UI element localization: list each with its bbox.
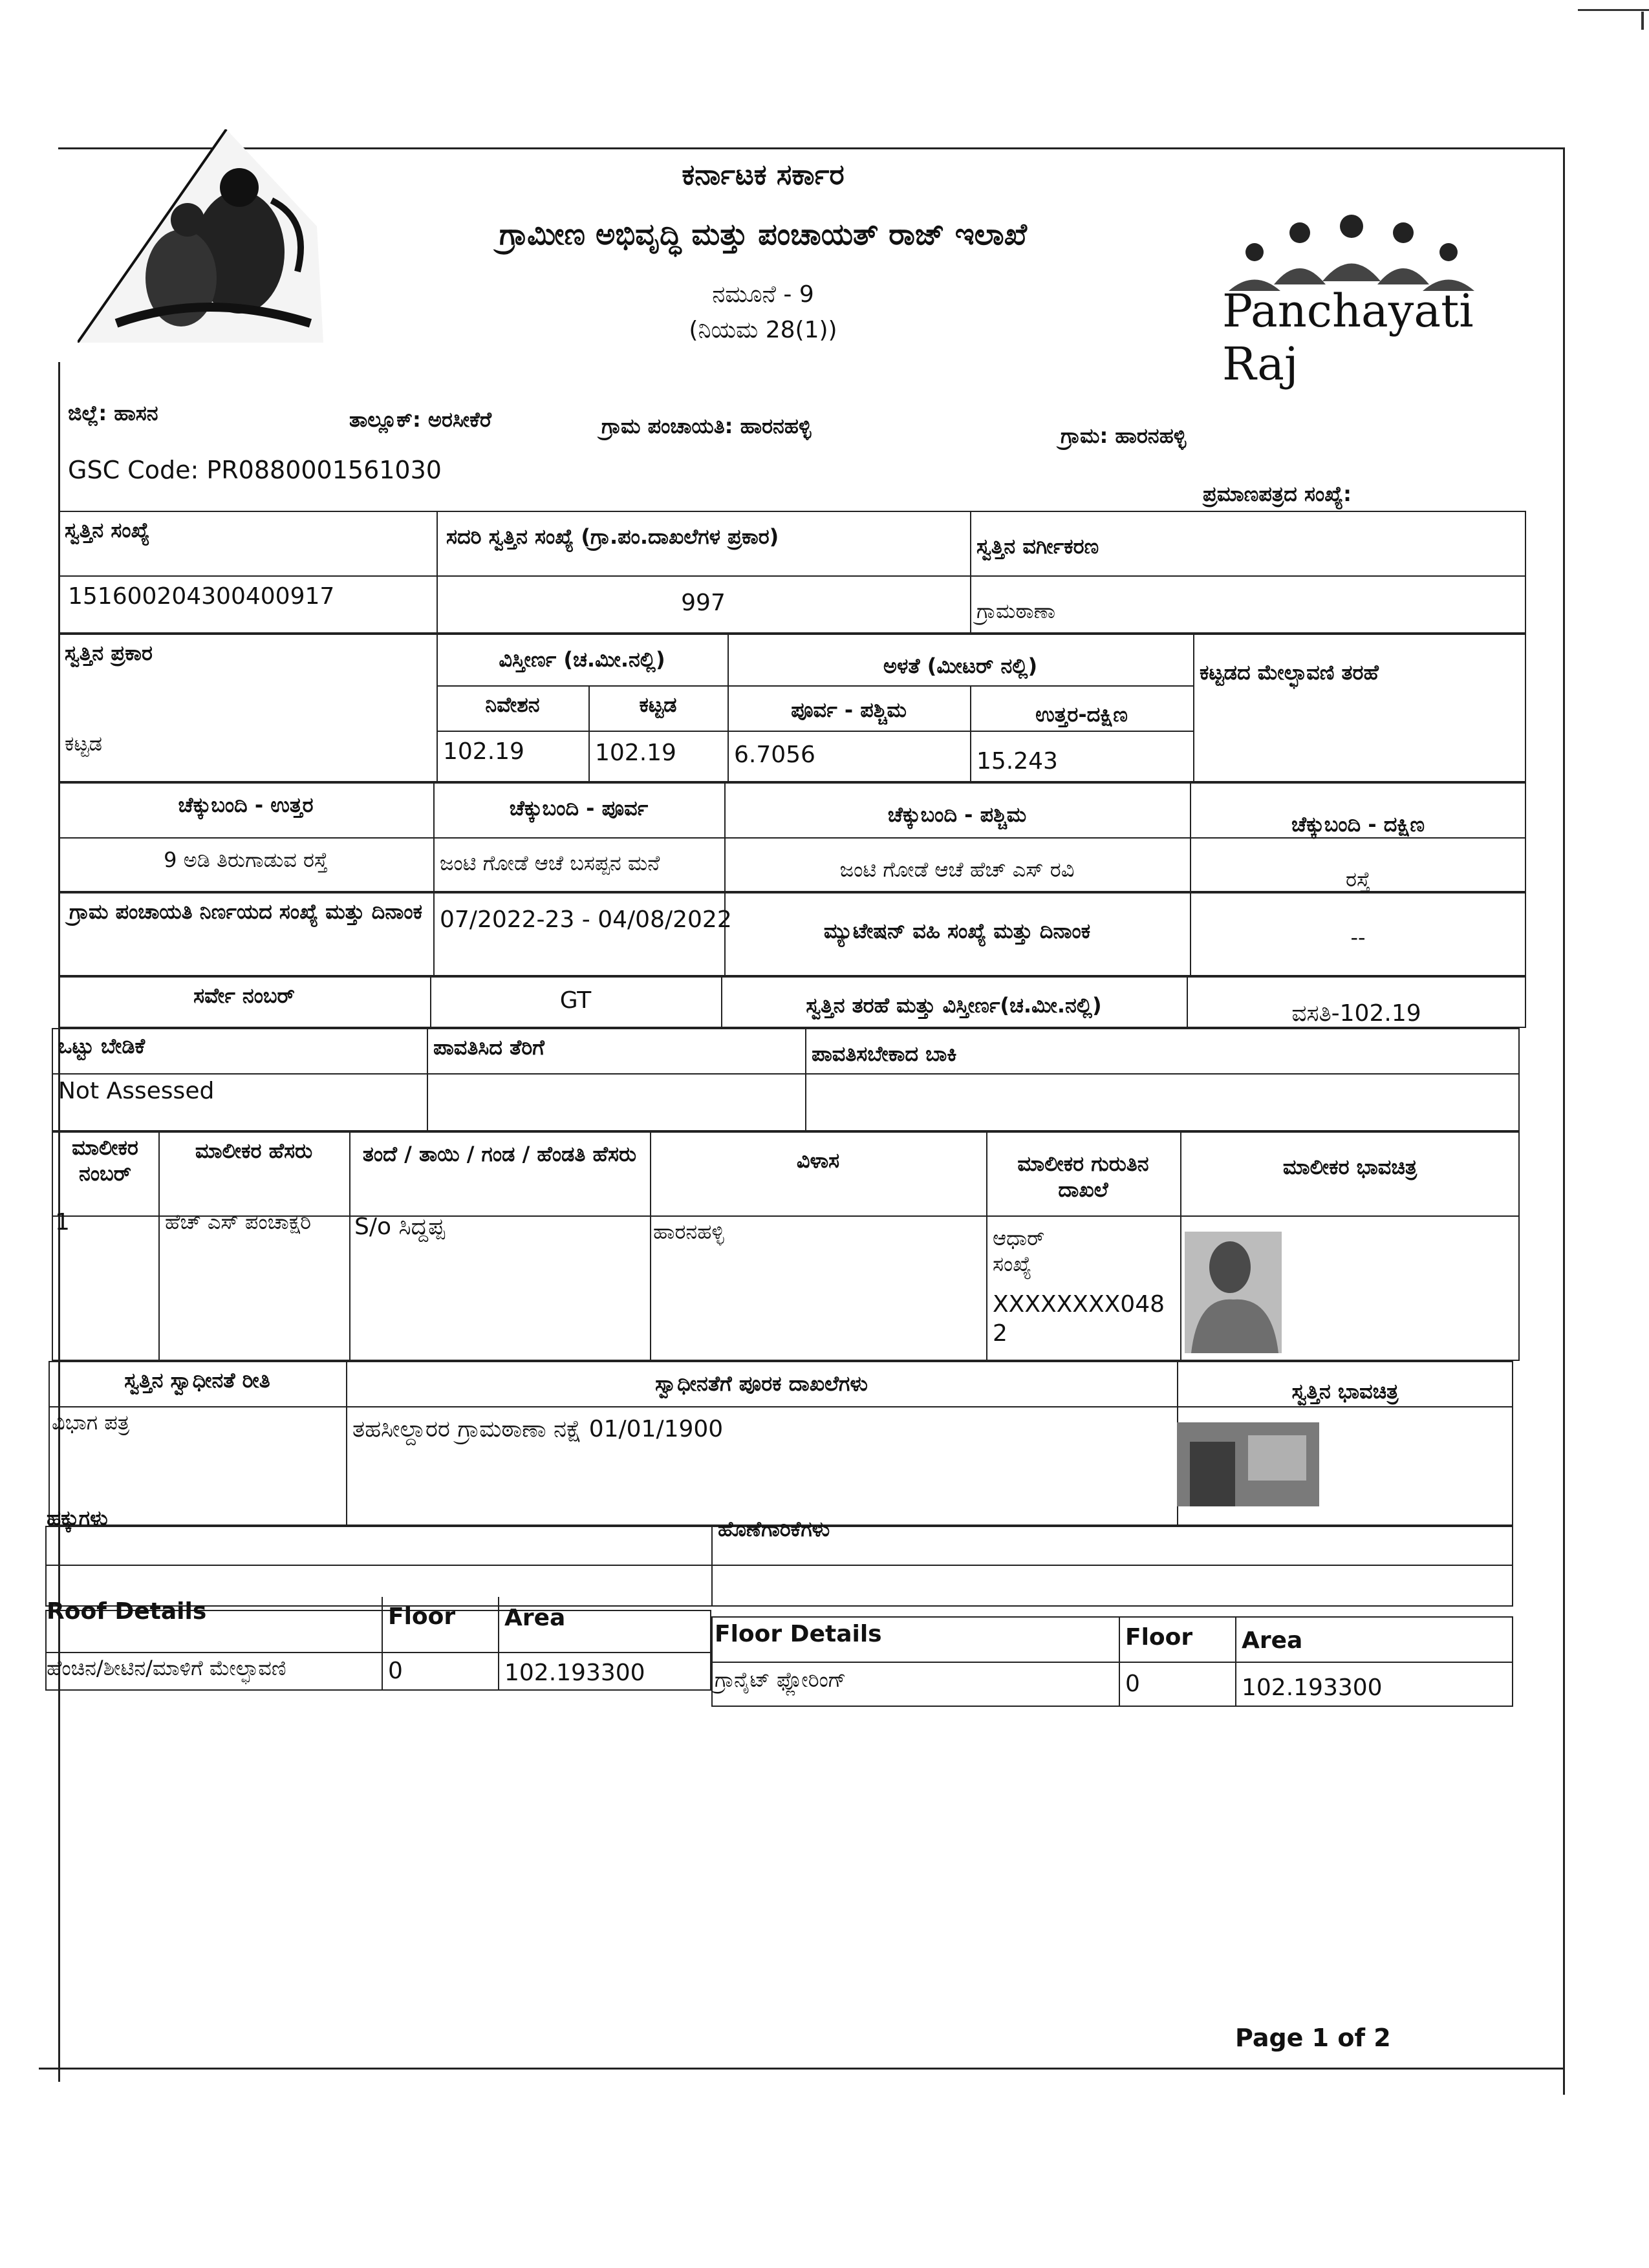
demand-label: ಒಟ್ಟು ಬೇಡಿಕೆ xyxy=(58,1034,146,1058)
rule xyxy=(970,511,971,634)
scan-edge-tick xyxy=(1641,12,1644,30)
taluk: ತಾಲ್ಲೂಕ್: ಅರಸೀಕೆರೆ xyxy=(349,407,492,432)
rule xyxy=(433,892,435,976)
building-photo-icon xyxy=(1177,1422,1319,1506)
property-id-value: 151600204300400917 xyxy=(68,583,335,610)
ownership-docs-value: ತಹಸೀಲ್ದಾರರ ಗ್ರಾಮಠಾಣಾ ನಕ್ಷೆ 01/01/1900 xyxy=(352,1416,724,1442)
rule xyxy=(498,1597,499,1691)
boundary-south-label: ಚೆಕ್ಕುಬಂದಿ - ದಕ್ಷಿಣ xyxy=(1291,812,1425,837)
owner-id-doc: ಆಧಾರ್ ಸಂಖ್ಯೆ xyxy=(993,1226,1045,1276)
owner-no-header: ಮಾಲೀಕರ ನಂಬರ್ xyxy=(72,1135,138,1186)
survey-label: ಸರ್ವೇ ನಂಬರ್ xyxy=(193,983,295,1008)
ownership-method-label: ಸ್ವತ್ತಿನ ಸ್ವಾಧೀನತೆ ರೀತಿ xyxy=(124,1368,270,1393)
roof-floor-header: Floor xyxy=(388,1603,456,1630)
owner-no-value: 1 xyxy=(55,1209,70,1236)
resolution-label: ಗ್ರಾಮ ಪಂಚಾಯತಿ ನಿರ್ಣಯದ ಸಂಖ್ಯೆ ಮತ್ತು ದಿನಾಂಕ xyxy=(69,899,422,924)
building-area-value: 102.19 xyxy=(595,740,676,766)
village: ಗ್ರಾಮ: ಹಾರನಹಳ್ಳಿ xyxy=(1061,423,1187,448)
property-id-label: ಸ್ವತ್ತಿನ ಸಂಖ್ಯೆ xyxy=(65,518,150,542)
survey-value: GT xyxy=(559,987,592,1014)
rule xyxy=(805,1028,806,1131)
person-silhouette-icon xyxy=(1185,1232,1282,1353)
rule xyxy=(711,1662,1513,1663)
ownership-docs-label: ಸ್ವಾಧೀನತೆಗೆ ಪೂರಕ ದಾಖಲೆಗಳು xyxy=(655,1371,868,1396)
site-label: ನಿವೇಶನ xyxy=(485,692,540,717)
identity-doc-header: ಮಾಲೀಕರ ಗುರುತಿನ ದಾಖಲೆ xyxy=(1017,1151,1149,1202)
rule xyxy=(436,731,1193,732)
property-photo xyxy=(1177,1422,1319,1506)
property-photo-label: ಸ್ವತ್ತಿನ ಭಾವಚಿತ್ರ xyxy=(1291,1379,1399,1404)
ownership-method-value: ವಿಭಾಗ ಪತ್ರ xyxy=(52,1410,130,1435)
boundary-east-value: ಜಂಟಿ ಗೋಡೆ ಆಚೆ ಬಸಪ್ಪನ ಮನೆ xyxy=(440,851,660,875)
rule xyxy=(711,1526,713,1607)
roof-area-value: 102.193300 xyxy=(504,1660,645,1686)
boundary-north-value: 9 ಅಡಿ ತಿರುಗಾಡುವ ರಸ್ತೆ xyxy=(164,848,328,872)
floor-details-title: Floor Details xyxy=(715,1621,882,1647)
floor-floor-value: 0 xyxy=(1125,1671,1140,1697)
rule xyxy=(986,1131,987,1361)
gsc-code: GSC Code: PR0880001561030 xyxy=(68,456,442,484)
boundary-east-label: ಚೆಕ್ಕುಬಂದಿ - ಪೂರ್ವ xyxy=(509,796,649,820)
owner-photo-header: ಮಾಲೀಕರ ಭಾವಚಿತ್ರ xyxy=(1282,1155,1417,1179)
floor-area-header: Area xyxy=(1242,1627,1303,1654)
rule xyxy=(58,575,1526,577)
panchayati-raj-logo-text: Panchayati Raj xyxy=(1222,284,1474,390)
owner-id-value: XXXXXXXX0482 xyxy=(993,1291,1165,1347)
owner-address-value: ಹಾರನಹಳ್ಳಿ xyxy=(653,1219,724,1244)
building-label: ಕಟ್ಟಡ xyxy=(639,692,677,717)
department-title: ಗ್ರಾಮೀಣ ಅಭಿವೃದ್ಧಿ ಮತ್ತು ಪಂಚಾಯತ್ ರಾಜ್ ಇಲಾಖೆ xyxy=(499,217,1027,251)
floor-type-value: ಗ್ರಾನೈಟ್ ಫ್ಲೋರಿಂಗ್ xyxy=(715,1667,846,1692)
mutation-label: ಮ್ಯುಟೇಷನ್ ವಹಿ ಸಂಖ್ಯೆ ಮತ್ತು ದಿನಾಂಕ xyxy=(823,919,1091,943)
rights-label: ಹಕ್ಕುಗಳು xyxy=(47,1506,108,1530)
relation-header: ತಂದೆ / ತಾಯಿ / ಗಂಡ / ಹೆಂಡತಿ ಹೆಸರು xyxy=(362,1142,637,1166)
rule xyxy=(436,685,1193,687)
old-number-label: ಸದರಿ ಸ್ವತ್ತಿನ ಸಂಖ್ಯೆ (ಗ್ರಾ.ಪಂ.ದಾಖಲೆಗಳ ಪ್ರಕಾರ) xyxy=(446,524,779,549)
roof-floor-value: 0 xyxy=(388,1658,403,1684)
classification-value: ಗ್ರಾಮಠಾಣಾ xyxy=(976,599,1055,623)
roof-type-value: ಹೆಂಚಿನ/ಶೀಟಿನ/ಮಾಳಿಗೆ ಮೇಲ್ಛಾವಣಿ xyxy=(47,1656,286,1680)
roof-details-title: Roof Details xyxy=(47,1598,207,1625)
document-bottom-rule xyxy=(39,2068,1565,2070)
property-kind-label: ಸ್ವತ್ತಿನ ತರಹೆ ಮತ್ತು ವಿಸ್ತೀರ್ಣ(ಚ.ಮೀ.ನಲ್ಲಿ) xyxy=(806,993,1102,1018)
resolution-value: 07/2022-23 - 04/08/2022 xyxy=(440,906,732,933)
liabilities-label: ಹೊಣೆಗಾರಿಕೆಗಳು xyxy=(718,1517,830,1541)
tax-section xyxy=(52,1028,1520,1131)
rule-number: (ನಿಯಮ 28(1)) xyxy=(689,317,837,343)
old-number-value: 997 xyxy=(681,590,726,616)
scan-edge-mark xyxy=(1578,9,1649,11)
owner-relation-value: S/o ಸಿದ್ದಪ್ಪ xyxy=(354,1214,445,1240)
property-type-label: ಸ್ವತ್ತಿನ ಪ್ರಕಾರ xyxy=(65,641,153,665)
rule xyxy=(349,1131,350,1361)
karnataka-emblem-icon xyxy=(78,129,323,343)
rule xyxy=(1119,1616,1120,1707)
boundary-west-label: ಚೆಕ್ಕುಬಂದಿ - ಪಶ್ಚಿಮ xyxy=(887,802,1027,827)
property-type-value: ಕಟ್ಟಡ xyxy=(65,731,102,756)
rule xyxy=(48,1406,1513,1407)
floor-floor-header: Floor xyxy=(1125,1624,1193,1651)
rule xyxy=(58,837,1526,839)
owner-photo xyxy=(1185,1232,1282,1353)
property-kind-value: ವಸತಿ-102.19 xyxy=(1291,1000,1421,1027)
gram-panchayat: ಗ್ರಾಮ ಪಂಚಾಯತಿ: ಹಾರನಹಳ್ಳಿ xyxy=(601,414,812,438)
rule xyxy=(1235,1616,1236,1707)
floor-area-value: 102.193300 xyxy=(1242,1674,1383,1701)
balance-label: ಪಾವತಿಸಬೇಕಾದ ಬಾಕಿ xyxy=(812,1042,957,1066)
north-south-label: ಉತ್ತರ-ದಕ್ಷಿಣ xyxy=(1035,702,1128,727)
district: ಜಿಲ್ಲೆ: ಹಾಸನ xyxy=(68,401,158,425)
east-west-label: ಪೂರ್ವ - ಪಶ್ಚಿಮ xyxy=(791,698,907,722)
page-number: Page 1 of 2 xyxy=(1235,2024,1391,2052)
address-header: ವಿಳಾಸ xyxy=(796,1148,840,1173)
area-label: ವಿಸ್ತೀರ್ಣ (ಚ.ಮೀ.ನಲ್ಲಿ) xyxy=(499,647,665,672)
rule xyxy=(52,1073,1520,1075)
boundary-south-value: ರಸ್ತೆ xyxy=(1346,867,1370,892)
roof-area-header: Area xyxy=(504,1605,566,1631)
paid-tax-label: ಪಾವತಿಸಿದ ತೆರಿಗೆ xyxy=(433,1035,544,1060)
demand-value: Not Assessed xyxy=(58,1078,215,1104)
government-title: ಕರ್ನಾಟಕ ಸರ್ಕಾರ xyxy=(682,158,845,191)
boundary-west-value: ಜಂಟಿ ಗೋಡೆ ಆಚೆ ಹೆಚ್ ಎಸ್ ರವಿ xyxy=(839,857,1075,882)
mutation-value: -- xyxy=(1350,925,1366,950)
form-number: ನಮೂನೆ - 9 xyxy=(712,281,814,308)
certificate-number: ಪ್ರಮಾಣಪತ್ರದ ಸಂಖ್ಯೆ: xyxy=(1203,482,1352,506)
owner-name-value: ಹೆಚ್ ಎಸ್ ಪಂಚಾಕ್ಷರಿ xyxy=(165,1210,312,1234)
rule xyxy=(45,1565,1513,1566)
rule xyxy=(382,1597,383,1691)
boundary-north-label: ಚೆಕ್ಕುಬಂದಿ - ಉತ್ತರ xyxy=(178,793,314,817)
site-area-value: 102.19 xyxy=(443,738,524,765)
rule xyxy=(1193,634,1194,782)
rule xyxy=(427,1028,428,1131)
dimension-label: ಅಳತೆ (ಮೀಟರ್ ನಲ್ಲಿ) xyxy=(883,654,1038,678)
rule xyxy=(158,1131,160,1361)
rule xyxy=(45,1652,711,1653)
classification-label: ಸ್ವತ್ತಿನ ವರ್ಗೀಕರಣ xyxy=(976,534,1099,559)
rule xyxy=(970,685,971,782)
construction-label: ಕಟ್ಟಡದ ಮೇಲ್ಛಾವಣಿ ತರಹೆ xyxy=(1200,660,1379,685)
owner-name-header: ಮಾಲೀಕರ ಹೆಸರು xyxy=(195,1139,313,1163)
north-south-value: 15.243 xyxy=(976,748,1058,775)
east-west-value: 6.7056 xyxy=(734,742,815,768)
